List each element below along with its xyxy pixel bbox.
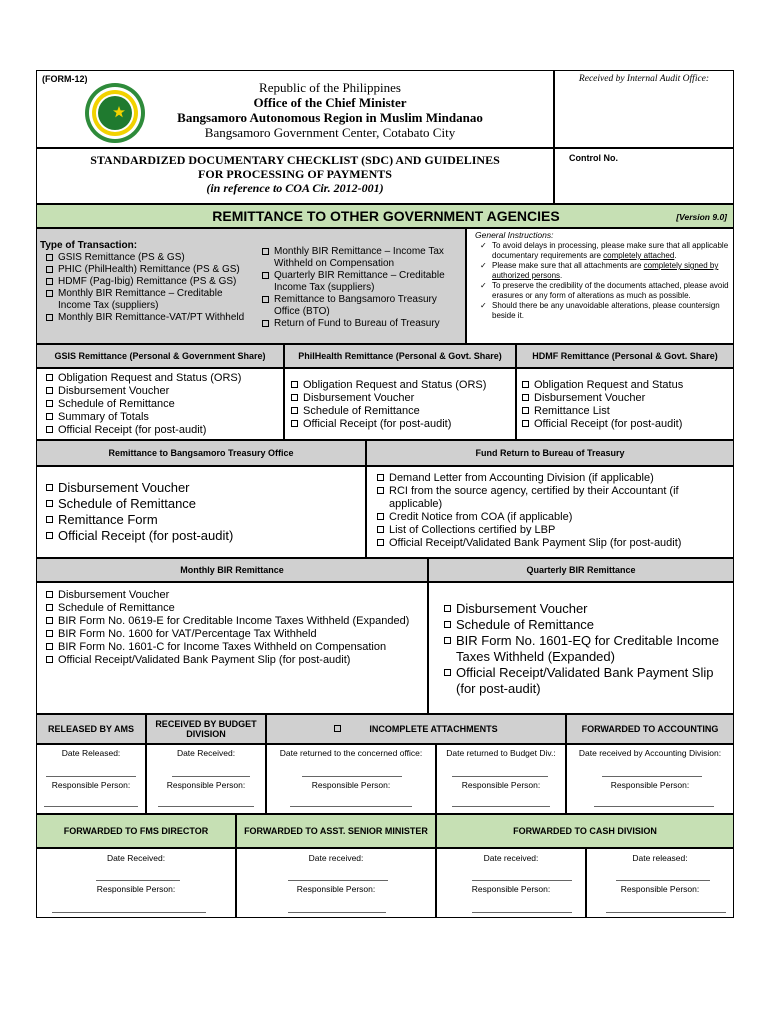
checkbox[interactable]	[46, 254, 53, 261]
checklist-item[interactable]	[46, 411, 282, 424]
date-received-asm-label: Date received:	[308, 853, 364, 863]
checklist-item[interactable]	[46, 424, 282, 437]
responsible-person-label: Responsible Person:	[461, 780, 541, 790]
checkbox[interactable]	[444, 669, 451, 676]
checkbox[interactable]	[262, 296, 269, 303]
transaction-option-label: Monthly BIR Remittance – Creditable Income Tax (suppliers)	[58, 288, 223, 311]
checklist-item-label: Demand Letter from Accounting Division (if applicable)	[389, 472, 654, 484]
checklist-item[interactable]	[444, 617, 732, 633]
section-banner	[36, 204, 734, 228]
header-office: Office of the Chief Minister	[253, 95, 407, 110]
quarterly-bir-header: Quarterly BIR Remittance	[428, 558, 734, 582]
check-icon: ✓	[480, 281, 487, 290]
checkbox[interactable]	[46, 617, 53, 624]
transaction-option[interactable]	[46, 276, 256, 288]
transaction-option[interactable]	[46, 312, 256, 324]
received-by-box[interactable]	[554, 70, 734, 148]
checkbox[interactable]	[46, 630, 53, 637]
transaction-right-list	[262, 246, 462, 330]
transaction-option[interactable]	[262, 270, 462, 294]
checklist-item[interactable]	[377, 485, 732, 511]
version-label: [Version 9.0]	[676, 212, 727, 222]
monthly-bir-header: Monthly BIR Remittance	[36, 558, 428, 582]
header-republic: Republic of the Philippines	[259, 80, 401, 95]
transaction-option-label: Monthly BIR Remittance – Income Tax Withheld on Compensation	[274, 246, 444, 269]
checklist-item[interactable]	[46, 372, 282, 385]
checkbox[interactable]	[291, 381, 298, 388]
checklist-item[interactable]	[444, 601, 732, 617]
date-released-label: Date Released:	[61, 748, 121, 758]
header-address: Bangsamoro Government Center, Cotabato City	[204, 125, 456, 140]
checklist-item[interactable]	[291, 379, 513, 392]
instruction-item: ✓ To preserve the credibility of the documents attached, please avoid erasures or any form of alterations as much as possible.	[480, 281, 729, 300]
bto-list	[46, 480, 362, 544]
checkbox[interactable]	[444, 621, 451, 628]
checklist-item-label: BIR Form No. 0619-E for Creditable Income Taxes Withheld (Expanded)	[58, 615, 410, 627]
transaction-option[interactable]	[262, 318, 462, 330]
checklist-item[interactable]	[46, 589, 424, 602]
checkbox[interactable]	[46, 278, 53, 285]
check-icon: ✓	[480, 241, 487, 250]
responsible-person-label: Responsible Person:	[96, 884, 176, 894]
checklist-item-label: Official Receipt (for post-audit)	[534, 418, 683, 430]
transaction-option[interactable]	[262, 294, 462, 318]
received-by-label: Received by Internal Audit Office:	[578, 74, 710, 84]
checklist-item[interactable]	[377, 524, 732, 537]
checklist-item-label: Schedule of Remittance	[58, 398, 175, 410]
date-returned-office-label: Date returned to the concerned office:	[279, 748, 423, 758]
responsible-person-label: Responsible Person:	[166, 780, 246, 790]
checkbox[interactable]	[377, 539, 384, 546]
checklist-item[interactable]	[46, 641, 424, 654]
transaction-left-list	[46, 252, 256, 324]
checklist-item-label: Official Receipt/Validated Bank Payment Slip (for post-audit)	[389, 537, 682, 549]
checklist-item[interactable]	[291, 418, 513, 431]
checkbox[interactable]	[46, 591, 53, 598]
checkbox[interactable]	[46, 400, 53, 407]
instruction-item: ✓ Should there be any unavoidable alterations, please countersign beside it.	[480, 301, 720, 320]
checklist-item-label: Official Receipt (for post-audit)	[303, 418, 452, 430]
date-received-accounting-label: Date received by Accounting Division:	[578, 748, 722, 758]
checklist-item[interactable]	[444, 665, 732, 697]
checklist-item[interactable]	[46, 602, 424, 615]
transaction-option[interactable]	[46, 264, 256, 276]
released-by-ams-header: RELEASED BY AMS	[36, 714, 146, 744]
checklist-item[interactable]	[522, 405, 732, 418]
responsible-person-label: Responsible Person:	[610, 780, 690, 790]
checklist-item[interactable]	[46, 385, 282, 398]
received-by-budget-header: RECEIVED BY BUDGET DIVISION	[146, 714, 266, 744]
checklist-item[interactable]	[377, 511, 732, 524]
checklist-item-label: List of Collections certified by LBP	[389, 524, 556, 536]
checklist-item-label: Disbursement Voucher	[303, 392, 415, 404]
phic-header: PhilHealth Remittance (Personal & Govt. Share)	[284, 344, 516, 368]
checklist-item-label: Obligation Request and Status (ORS)	[58, 372, 242, 384]
checklist-item[interactable]	[46, 615, 424, 628]
checkbox[interactable]	[522, 420, 529, 427]
checklist-item-label: BIR Form No. 1600 for VAT/Percentage Tax Withheld	[58, 628, 317, 640]
instructions-label: General Instructions:	[475, 230, 554, 240]
checklist-item[interactable]	[522, 392, 732, 405]
date-received-cash-label: Date received:	[483, 853, 539, 863]
checklist-item[interactable]	[46, 398, 282, 411]
checkbox[interactable]	[46, 387, 53, 394]
date-released-cash-label: Date released:	[632, 853, 688, 863]
forwarded-cash-division-header: FORWARDED TO CASH DIVISION	[436, 814, 734, 848]
checklist-item-label: Disbursement Voucher	[58, 589, 170, 601]
control-no-label: Control No.	[569, 153, 618, 163]
checklist-item-label: Remittance Form	[58, 512, 158, 527]
control-no-box[interactable]	[554, 148, 734, 204]
check-icon: ✓	[480, 301, 487, 310]
checklist-item-label: Schedule of Remittance	[456, 617, 595, 632]
date-received-budget-label: Date Received:	[176, 748, 236, 758]
forwarded-fms-director-header: FORWARDED TO FMS DIRECTOR	[36, 814, 236, 848]
banner-title: REMITTANCE TO OTHER GOVERNMENT AGENCIES	[212, 208, 560, 224]
checklist-item-label: Obligation Request and Status (ORS)	[303, 379, 487, 391]
monthly-bir-list	[46, 589, 424, 667]
checkbox[interactable]	[262, 320, 269, 327]
hdmf-list	[522, 379, 732, 431]
forwarded-asst-senior-minister-header: FORWARDED TO ASST. SENIOR MINISTER	[236, 814, 436, 848]
checkbox[interactable]	[46, 426, 53, 433]
checklist-item[interactable]	[291, 405, 513, 418]
coa-reference: (in reference to COA Cir. 2012-001)	[206, 181, 384, 195]
checklist-item[interactable]	[46, 480, 362, 496]
checklist-item-label: Official Receipt/Validated Bank Payment Slip (for post-audit)	[58, 654, 351, 666]
checkbox[interactable]	[46, 266, 53, 273]
gsis-header: GSIS Remittance (Personal & Government Share)	[36, 344, 284, 368]
checklist-item-label: Schedule of Remittance	[58, 496, 197, 511]
transaction-option-label: Quarterly BIR Remittance – Creditable Income Tax (suppliers)	[274, 270, 445, 293]
checklist-item[interactable]	[46, 654, 424, 667]
checkbox[interactable]	[444, 605, 451, 612]
responsible-person-label: Responsible Person:	[296, 884, 376, 894]
checkbox[interactable]	[46, 604, 53, 611]
checkbox[interactable]	[46, 413, 53, 420]
incomplete-attachments-header	[266, 714, 566, 744]
checklist-item-label: Disbursement Voucher	[456, 601, 588, 616]
checkbox[interactable]	[262, 272, 269, 279]
checklist-item-label: Summary of Totals	[58, 411, 149, 423]
checklist-item[interactable]	[46, 512, 362, 528]
checklist-item[interactable]	[444, 633, 732, 665]
checklist-item-label: Disbursement Voucher	[58, 385, 170, 397]
fund-header: Fund Return to Bureau of Treasury	[366, 440, 734, 466]
transaction-option[interactable]	[46, 288, 256, 312]
checklist-item-label: Disbursement Voucher	[58, 480, 190, 495]
transaction-option-label: Remittance to Bangsamoro Treasury Office (BTO)	[274, 294, 437, 317]
instruction-item: ✓ To avoid delays in processing, please make sure that all applicable documentary requirements are completely attached.	[480, 241, 729, 260]
instructions-list	[480, 241, 730, 321]
checkbox[interactable]	[377, 526, 384, 533]
checkbox[interactable]	[46, 374, 53, 381]
checkbox[interactable]	[377, 487, 384, 494]
fund-list	[377, 472, 732, 550]
responsible-person-label: Responsible Person:	[620, 884, 700, 894]
checkbox[interactable]	[522, 381, 529, 388]
checklist-item-label: Official Receipt (for post-audit)	[58, 424, 207, 436]
responsible-person-label: Responsible Person:	[311, 780, 391, 790]
checklist-item-label: BIR Form No. 1601-EQ for Creditable Income Taxes Withheld (Expanded)	[456, 633, 719, 664]
checkbox[interactable]	[46, 656, 53, 663]
checkbox[interactable]	[377, 474, 384, 481]
checklist-item-label: Disbursement Voucher	[534, 392, 646, 404]
checkbox[interactable]	[444, 637, 451, 644]
date-returned-budget-label: Date returned to Budget Div.:	[446, 748, 556, 758]
incomplete-attachments-checkbox[interactable]	[334, 725, 341, 732]
checkbox[interactable]	[377, 513, 384, 520]
checklist-item-label: Credit Notice from COA (if applicable)	[389, 511, 573, 523]
transaction-option-label: GSIS Remittance (PS & GS)	[58, 252, 185, 263]
checkbox[interactable]	[46, 516, 53, 523]
checklist-item[interactable]	[46, 628, 424, 641]
checkbox[interactable]	[522, 394, 529, 401]
transaction-option-label: PHIC (PhilHealth) Remittance (PS & GS)	[58, 264, 240, 275]
responsible-person-label: Responsible Person:	[471, 884, 551, 894]
checklist-item-label: Obligation Request and Status	[534, 379, 684, 391]
date-received-fms-label: Date Received:	[106, 853, 166, 863]
checklist-item-label: Official Receipt (for post-audit)	[58, 528, 234, 543]
phic-list	[291, 379, 513, 431]
checkbox[interactable]	[46, 290, 53, 297]
forwarded-to-accounting-header: FORWARDED TO ACCOUNTING	[566, 714, 734, 744]
checklist-item-label: RCI from the source agency, certified by their Accountant (if applicable)	[389, 485, 679, 510]
checkbox[interactable]	[46, 314, 53, 321]
checkbox[interactable]	[46, 643, 53, 650]
checklist-item[interactable]	[522, 418, 732, 431]
instruction-item: ✓ Please make sure that all attachments are completely signed by authorized persons.	[480, 261, 719, 280]
checkbox[interactable]	[262, 248, 269, 255]
checklist-item[interactable]	[377, 537, 732, 550]
hdmf-header: HDMF Remittance (Personal & Govt. Share)	[516, 344, 734, 368]
seal-logo	[84, 82, 146, 144]
checklist-item-label: Schedule of Remittance	[303, 405, 420, 417]
checklist-item[interactable]	[46, 528, 362, 544]
checklist-item[interactable]	[46, 496, 362, 512]
form-number: (FORM-12)	[42, 74, 88, 84]
header-region: Bangsamoro Autonomous Region in Muslim Mindanao	[177, 110, 483, 125]
checkbox[interactable]	[291, 394, 298, 401]
transaction-option-label: Return of Fund to Bureau of Treasury	[274, 318, 440, 329]
checklist-item[interactable]	[522, 379, 732, 392]
checklist-item[interactable]	[291, 392, 513, 405]
checklist-item-label: Remittance List	[534, 405, 610, 417]
quarterly-bir-list	[444, 601, 732, 697]
checklist-subtitle: FOR PROCESSING OF PAYMENTS	[198, 167, 392, 181]
checklist-item-label: Schedule of Remittance	[58, 602, 175, 614]
transaction-option-label: HDMF (Pag-Ibig) Remittance (PS & GS)	[58, 276, 237, 287]
checkbox[interactable]	[46, 532, 53, 539]
checklist-item[interactable]	[377, 472, 732, 485]
checkbox[interactable]	[291, 407, 298, 414]
checklist-item-label: Official Receipt/Validated Bank Payment Slip (for post-audit)	[456, 665, 714, 696]
checkbox[interactable]	[291, 420, 298, 427]
responsible-person-label: Responsible Person:	[51, 780, 131, 790]
checklist-item-label: BIR Form No. 1601-C for Income Taxes Withheld on Compensation	[58, 641, 387, 653]
incomplete-attachments-label: INCOMPLETE ATTACHMENTS	[369, 724, 498, 734]
transaction-label: Type of Transaction:	[40, 240, 138, 251]
checkbox[interactable]	[46, 484, 53, 491]
checklist-title: STANDARDIZED DOCUMENTARY CHECKLIST (SDC) AND GUIDELINES	[90, 153, 500, 167]
transaction-option[interactable]	[262, 246, 462, 270]
checkbox[interactable]	[522, 407, 529, 414]
bto-header: Remittance to Bangsamoro Treasury Office	[36, 440, 366, 466]
checkbox[interactable]	[46, 500, 53, 507]
gsis-list	[46, 372, 282, 437]
transaction-option-label: Monthly BIR Remittance-VAT/PT Withheld	[58, 312, 245, 323]
check-icon: ✓	[480, 261, 487, 270]
transaction-option[interactable]	[46, 252, 256, 264]
